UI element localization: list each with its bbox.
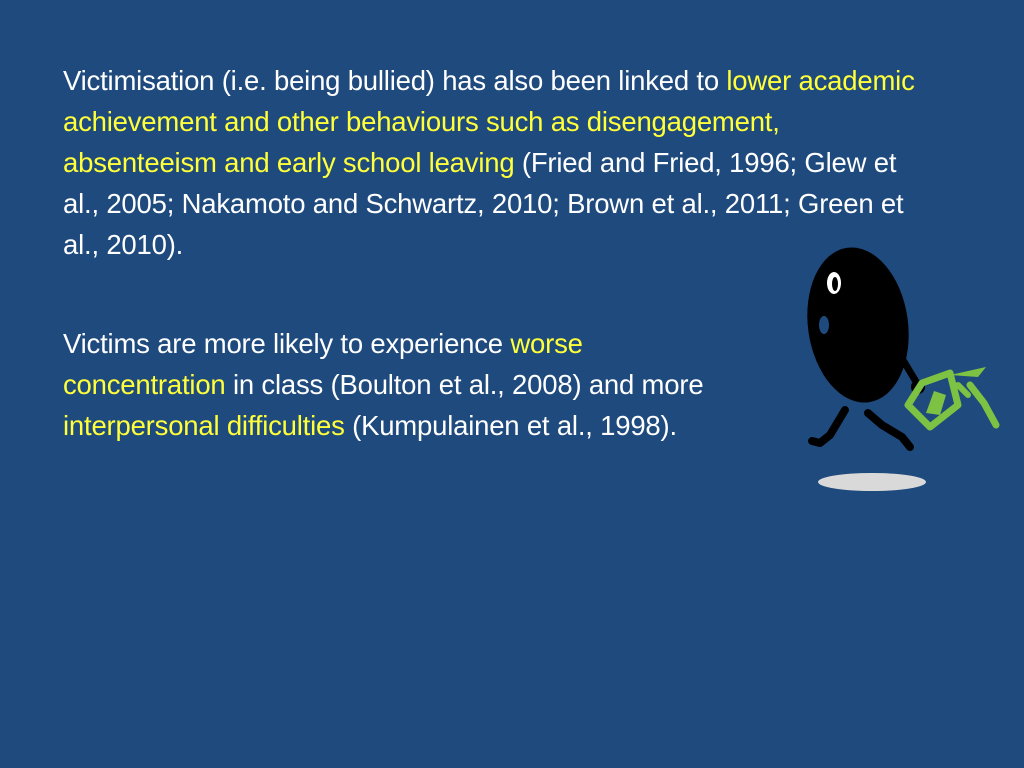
arm-right	[900, 355, 918, 385]
hand-left	[808, 309, 820, 321]
leg-right	[868, 413, 910, 447]
shadow-ellipse	[818, 473, 926, 491]
text-run: Victimisation (i.e. being bullied) has also been linked to	[63, 65, 727, 96]
paragraph-victims	[63, 323, 735, 446]
text-run: (Kumpulainen et al., 1998).	[344, 410, 677, 441]
highlighted-text-run: worse concentration	[63, 328, 583, 400]
figure-pupil	[832, 277, 838, 291]
leg-left	[812, 410, 845, 443]
running-figure-icon	[790, 245, 1010, 500]
highlighted-text-run: interpersonal difficulties	[63, 410, 345, 441]
text-run: (Fried and Fried, 1996; Glew et al., 2005; Nakamoto and Schwartz, 2010; Brown et al., 2011; Green et al., 2010).	[63, 147, 904, 260]
figure-body	[798, 245, 919, 409]
figure-mouth	[819, 316, 829, 334]
text-run: in class (Boulton et al., 2008) and more	[225, 369, 704, 400]
highlighted-text-run: lower academic achievement and other behaviours such as disengagement, absenteeism and early school leaving	[63, 65, 915, 178]
text-run: Victims are more likely to experience	[63, 328, 511, 359]
paragraph-victimisation	[63, 60, 923, 265]
green-bag-icon	[908, 367, 996, 427]
